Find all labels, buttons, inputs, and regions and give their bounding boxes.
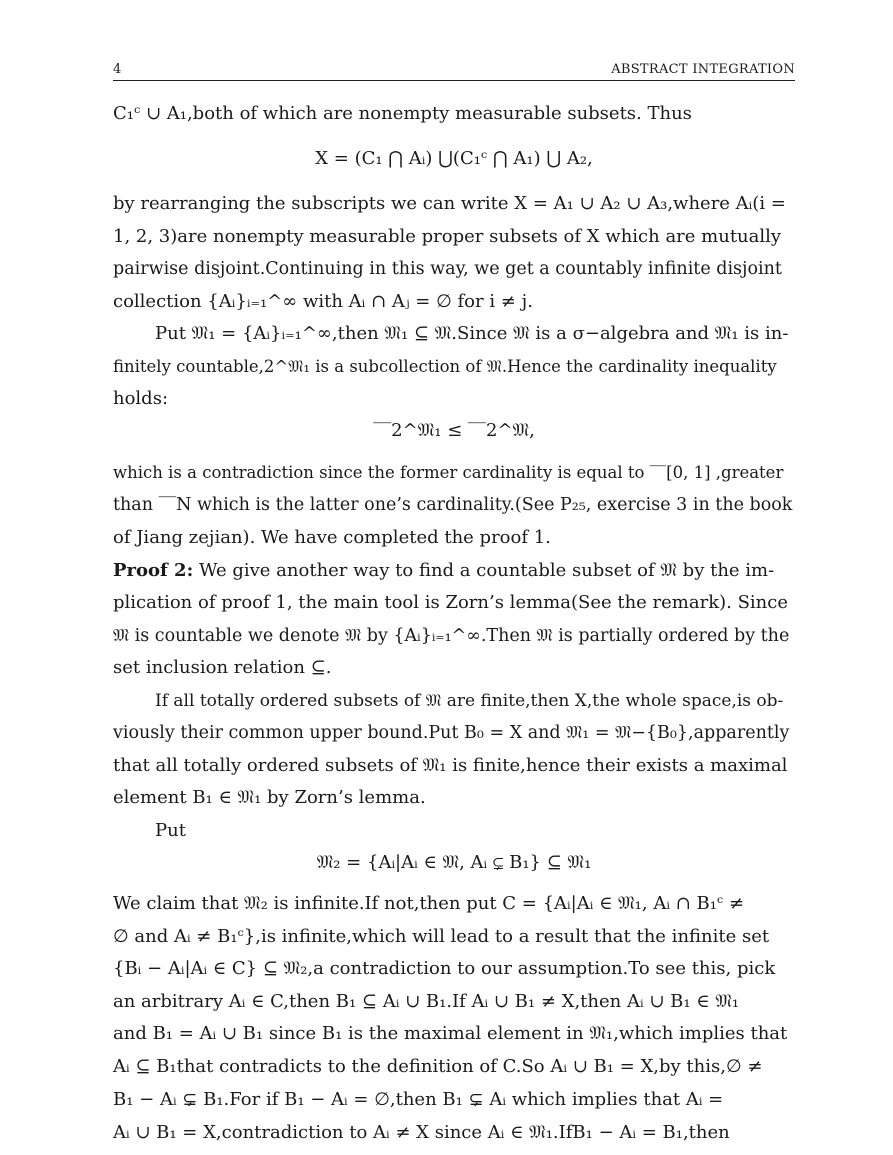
text-line: holds: — [113, 388, 169, 409]
text-line: pairwise disjoint.Continuing in this way, we get a countably infinite disjoint — [113, 259, 782, 279]
text-line: than ‾‾N which is the latter one’s cardinality.(See P₂₅, exercise 3 in the book — [113, 495, 793, 515]
text-line: that all totally ordered subsets of 𝔐₁ is finite,hence their exists a maximal — [113, 755, 788, 776]
equation: 𝔐₂ = {Aᵢ|Aᵢ ∈ 𝔐, Aᵢ ⊊ B₁} ⊆ 𝔐₁ — [316, 852, 592, 873]
equation: ‾‾2^𝔐₁ ≤ ‾‾2^𝔐, — [373, 420, 535, 441]
running-header — [113, 62, 795, 81]
text-line: We claim that 𝔐₂ is infinite.If not,then put C = {Aᵢ|Aᵢ ∈ 𝔐₁, Aᵢ ∩ B₁ᶜ ≠ — [113, 893, 744, 914]
page-number: 4 — [113, 62, 122, 77]
text-line: Put — [155, 820, 186, 841]
text-span: We give another way to find a countable subset of 𝔐 by the im- — [193, 560, 775, 581]
text-line: B₁ − Aᵢ ⊊ B₁.For if B₁ − Aᵢ = ∅,then B₁ ⊊ Aᵢ which implies that Aᵢ = — [113, 1089, 724, 1110]
text-line: Aᵢ ⊆ B₁that contradicts to the definition of C.So Aᵢ ∪ B₁ = X,by this,∅ ≠ — [113, 1056, 763, 1077]
text-line: an arbitrary Aᵢ ∈ C,then B₁ ⊆ Aᵢ ∪ B₁.If Aᵢ ∪ B₁ ≠ X,then Aᵢ ∪ B₁ ∈ 𝔐₁ — [113, 991, 740, 1012]
text-line: viously their common upper bound.Put B₀ = X and 𝔐₁ = 𝔐−{B₀},apparently — [113, 723, 790, 743]
text-line: collection {Aᵢ}ᵢ₌₁^∞ with Aᵢ ∩ Aⱼ = ∅ for i ≠ j. — [113, 291, 533, 312]
text-line: Aᵢ ∪ B₁ = X,contradiction to Aᵢ ≠ X since Aᵢ ∈ 𝔐₁.IfB₁ − Aᵢ = B₁,then — [113, 1122, 730, 1143]
proof-label: Proof 2: — [113, 560, 194, 581]
text-line: element B₁ ∈ 𝔐₁ by Zorn’s lemma. — [113, 787, 426, 808]
text-line: 𝔐 is countable we denote 𝔐 by {Aᵢ}ᵢ₌₁^∞.Then 𝔐 is partially ordered by the — [113, 626, 790, 646]
text-line: If all totally ordered subsets of 𝔐 are finite,then X,the whole space,is ob- — [155, 691, 784, 711]
text-line: {Bᵢ − Aᵢ|Aᵢ ∈ C} ⊆ 𝔐₂,a contradiction to our assumption.To see this, pick — [113, 958, 776, 979]
text-line: C₁ᶜ ∪ A₁,both of which are nonempty measurable subsets. Thus — [113, 103, 692, 124]
running-title: ABSTRACT INTEGRATION — [611, 62, 795, 77]
text-line: of Jiang zejian). We have completed the proof 1. — [113, 527, 551, 548]
text-line: plication of proof 1, the main tool is Zorn’s lemma(See the remark). Since — [113, 592, 788, 613]
text-line: set inclusion relation ⊆. — [113, 657, 332, 678]
text-line: which is a contradiction since the former cardinality is equal to ‾‾[0, 1] ,greater — [113, 463, 784, 482]
text-line: ∅ and Aᵢ ≠ B₁ᶜ},is infinite,which will lead to a result that the infinite set — [113, 926, 770, 947]
text-line — [113, 560, 795, 582]
text-line: Put 𝔐₁ = {Aᵢ}ᵢ₌₁^∞,then 𝔐₁ ⊆ 𝔐.Since 𝔐 is a σ−algebra and 𝔐₁ is in- — [155, 323, 789, 344]
text-line: 1, 2, 3)are nonempty measurable proper subsets of X which are mutually — [113, 226, 782, 247]
text-line: by rearranging the subscripts we can write X = A₁ ∪ A₂ ∪ A₃,where Aᵢ(i = — [113, 193, 786, 214]
equation: X = (C₁ ⋂ Aᵢ) ⋃(C₁ᶜ ⋂ A₁) ⋃ A₂, — [315, 148, 593, 169]
text-line: and B₁ = Aᵢ ∪ B₁ since B₁ is the maximal element in 𝔐₁,which implies that — [113, 1023, 788, 1044]
text-line: finitely countable,2^𝔐₁ is a subcollection of 𝔐.Hence the cardinality inequality — [113, 357, 777, 376]
